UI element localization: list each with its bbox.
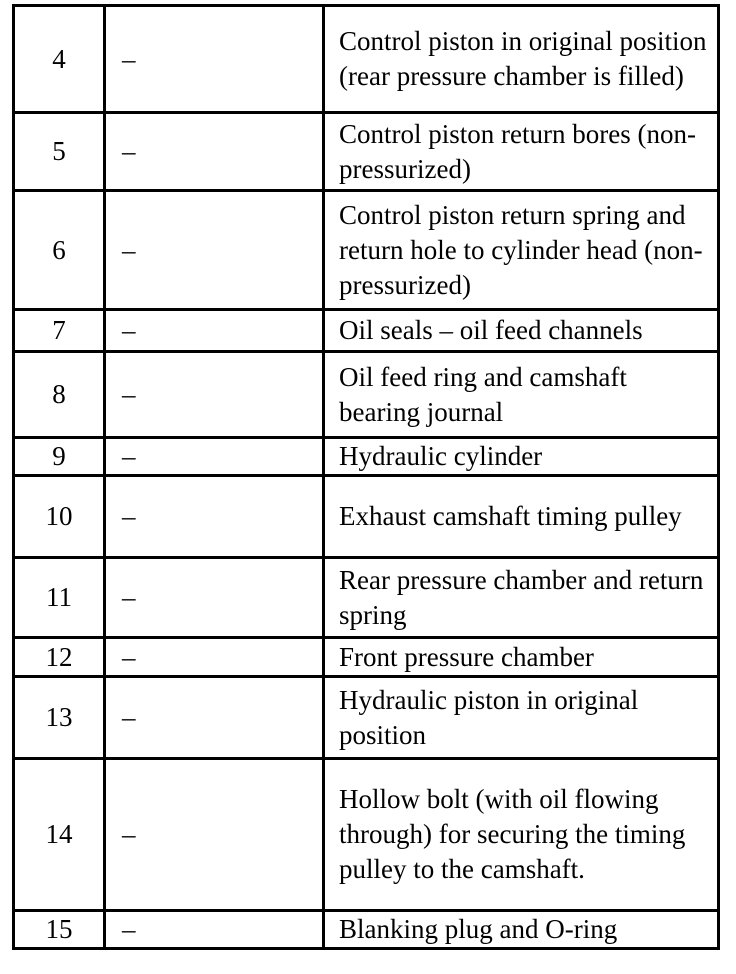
item-description: Oil seals – oil feed channels: [324, 310, 719, 352]
item-number: 5: [14, 113, 105, 191]
item-dash: –: [105, 677, 324, 759]
item-dash: –: [105, 191, 324, 310]
item-dash: –: [105, 911, 324, 949]
item-dash: –: [105, 310, 324, 352]
legend-rows: [14, 6, 719, 949]
legend-row: [14, 191, 719, 310]
item-number: 4: [14, 6, 105, 113]
item-description: Front pressure chamber: [324, 638, 719, 677]
item-description: Oil feed ring and camshaft bearing journal: [324, 352, 719, 438]
item-number: 10: [14, 476, 105, 558]
legend-row: [14, 6, 719, 113]
item-dash: –: [105, 638, 324, 677]
item-description: Rear pressure chamber and return spring: [324, 558, 719, 638]
item-description: Control piston in original position (rear pressure chamber is filled): [324, 6, 719, 113]
item-number: 13: [14, 677, 105, 759]
item-dash: –: [105, 6, 324, 113]
component-legend-table: [12, 4, 720, 950]
item-description: Hydraulic piston in original position: [324, 677, 719, 759]
item-dash: –: [105, 759, 324, 911]
legend-row: [14, 638, 719, 677]
item-number: 8: [14, 352, 105, 438]
item-dash: –: [105, 558, 324, 638]
item-description: Blanking plug and O-ring: [324, 911, 719, 949]
item-number: 11: [14, 558, 105, 638]
item-number: 15: [14, 911, 105, 949]
legend-row: [14, 759, 719, 911]
legend-row: [14, 677, 719, 759]
item-dash: –: [105, 352, 324, 438]
item-dash: –: [105, 113, 324, 191]
legend-row: [14, 352, 719, 438]
item-description: Control piston return spring and return hole to cylinder head (non-pressurized): [324, 191, 719, 310]
legend-row: [14, 310, 719, 352]
item-dash: –: [105, 438, 324, 476]
item-number: 7: [14, 310, 105, 352]
item-number: 12: [14, 638, 105, 677]
item-number: 6: [14, 191, 105, 310]
legend-row: [14, 476, 719, 558]
item-description: Control piston return bores (non-pressurized): [324, 113, 719, 191]
item-number: 14: [14, 759, 105, 911]
item-description: Exhaust camshaft timing pulley: [324, 476, 719, 558]
item-description: Hydraulic cylinder: [324, 438, 719, 476]
item-dash: –: [105, 476, 324, 558]
legend-row: [14, 438, 719, 476]
item-description: Hollow bolt (with oil flowing through) for securing the timing pulley to the camshaft.: [324, 759, 719, 911]
legend-row: [14, 911, 719, 949]
legend-row: [14, 113, 719, 191]
legend-row: [14, 558, 719, 638]
item-number: 9: [14, 438, 105, 476]
